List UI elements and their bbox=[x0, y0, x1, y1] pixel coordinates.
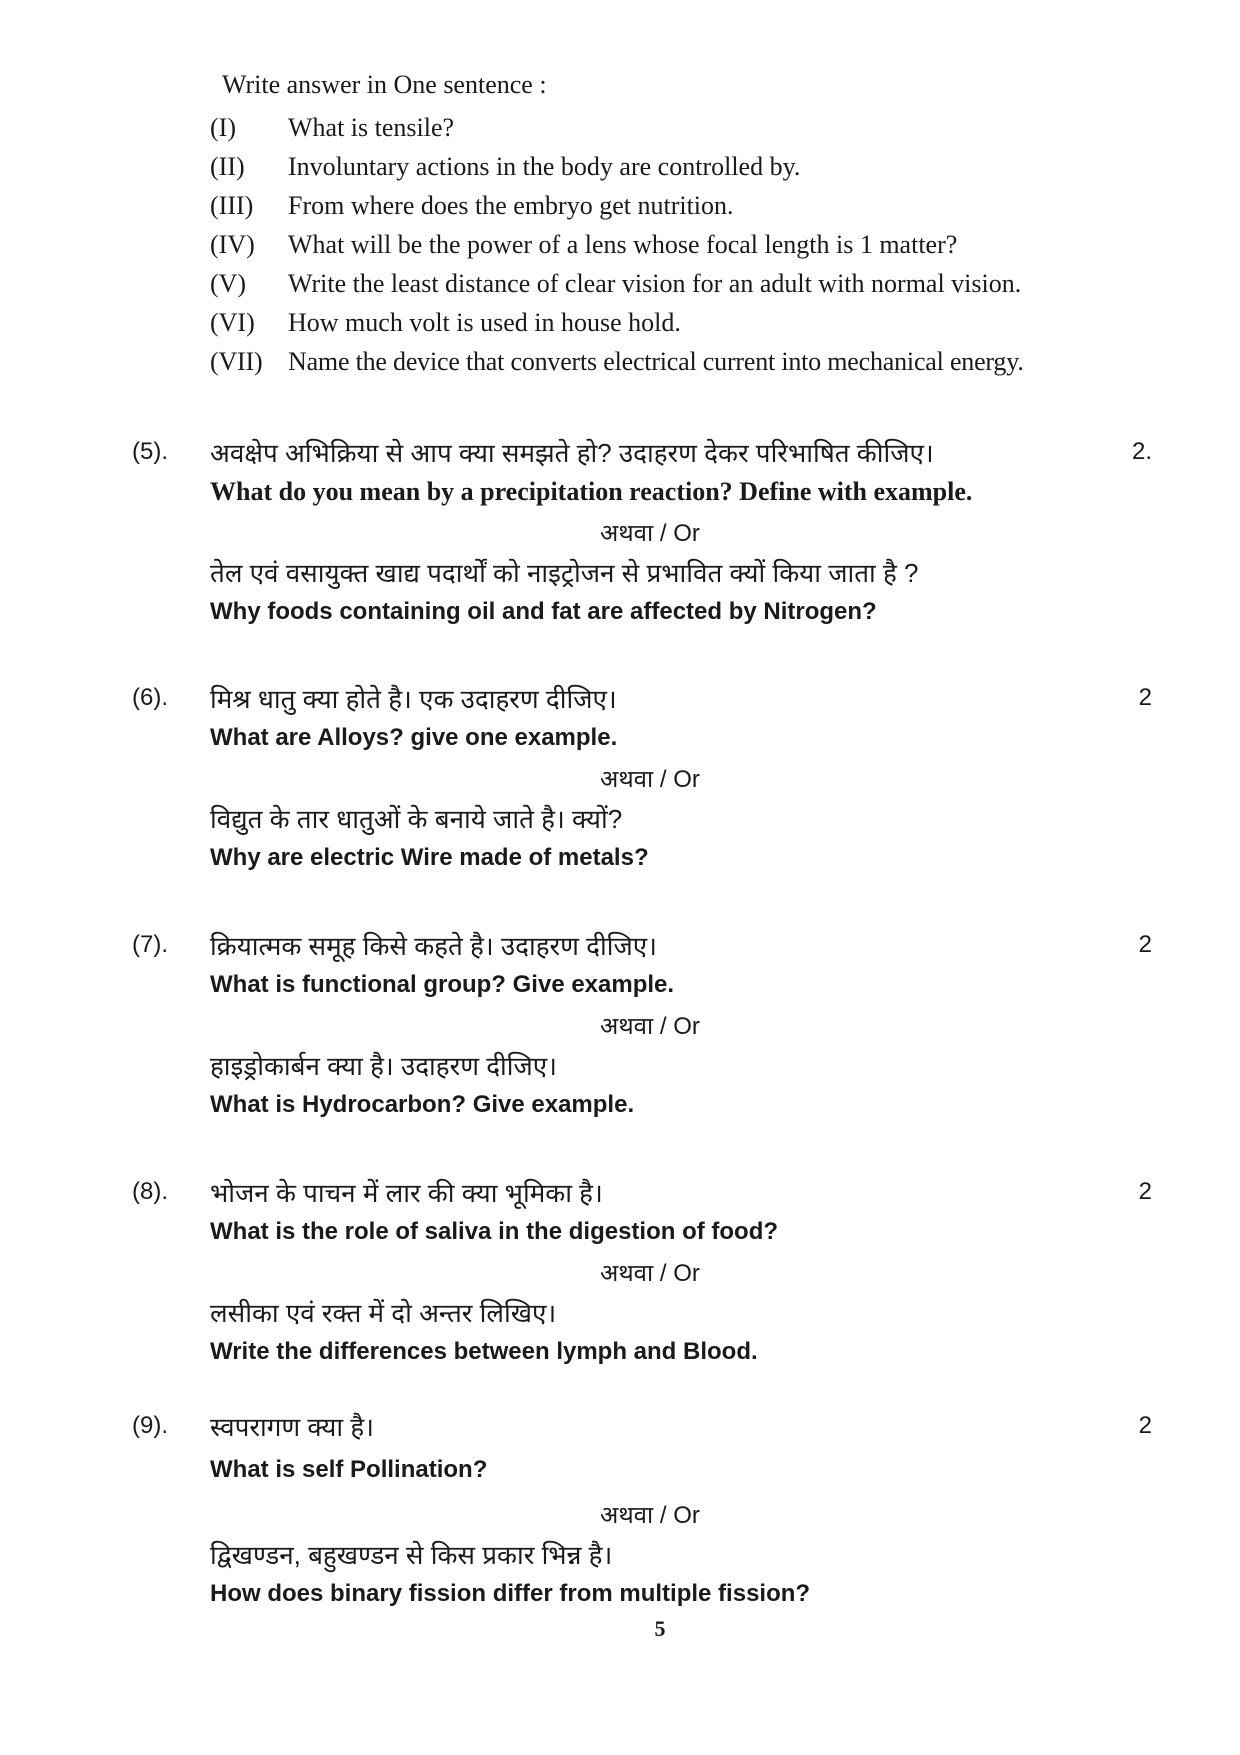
question-number: (7). bbox=[132, 931, 168, 958]
or-separator: अथवा / Or bbox=[600, 765, 700, 793]
alternate-question-english: Why are electric Wire made of metals? bbox=[210, 844, 649, 871]
sub-question bbox=[210, 225, 1210, 264]
section-heading: Write answer in One sentence : bbox=[222, 70, 547, 99]
question-marks: 2 bbox=[1138, 1412, 1152, 1439]
sub-question-number: (IV) bbox=[210, 229, 255, 259]
alternate-question-hindi: लसीका एवं रक्त में दो अन्तर लिखिए। bbox=[210, 1298, 557, 1328]
question-english: What is functional group? Give example. bbox=[210, 971, 675, 998]
sub-question-number: (VI) bbox=[210, 307, 255, 337]
sub-question-text: What will be the power of a lens whose focal length is 1 matter? bbox=[288, 229, 958, 259]
sub-question bbox=[210, 108, 1210, 147]
sub-question bbox=[210, 186, 1210, 225]
question-marks: 2 bbox=[1138, 684, 1152, 711]
sub-question-number: (V) bbox=[210, 268, 247, 298]
question-english: What is self Pollination? bbox=[210, 1456, 488, 1483]
alternate-question-english: How does binary fission differ from multiple fission? bbox=[210, 1580, 811, 1607]
question-number: (6). bbox=[132, 684, 168, 711]
question-number: (8). bbox=[132, 1178, 168, 1205]
or-separator: अथवा / Or bbox=[600, 1012, 700, 1040]
sub-question-list bbox=[210, 108, 1210, 381]
question-9 bbox=[132, 1406, 1152, 1614]
sub-question-text: How much volt is used in house hold. bbox=[288, 307, 681, 337]
question-6 bbox=[132, 678, 1152, 878]
question-hindi: भोजन के पाचन में लार की क्या भूमिका है। bbox=[210, 1178, 603, 1208]
or-separator: अथवा / Or bbox=[600, 519, 700, 547]
question-number: (5). bbox=[132, 438, 168, 465]
question-hindi: अवक्षेप अभिक्रिया से आप क्या समझते हो? उदाहरण देकर परिभाषित कीजिए। bbox=[210, 438, 934, 468]
question-hindi: क्रियात्मक समूह किसे कहते है। उदाहरण दीजिए। bbox=[210, 931, 657, 961]
sub-question bbox=[210, 264, 1210, 303]
sub-question bbox=[210, 147, 1210, 186]
alternate-question-english: Write the differences between lymph and Blood. bbox=[210, 1338, 758, 1365]
alternate-question-hindi: तेल एवं वसायुक्त खाद्य पदार्थों को नाइट्रोजन से प्रभावित क्यों किया जाता है ? bbox=[210, 558, 919, 588]
alternate-question-hindi: हाइड्रोकार्बन क्या है। उदाहरण दीजिए। bbox=[210, 1051, 558, 1081]
sub-question bbox=[210, 303, 1210, 342]
question-marks: 2. bbox=[1131, 438, 1152, 465]
or-separator: अथवा / Or bbox=[600, 1501, 700, 1529]
sub-question-number: (VII) bbox=[210, 346, 263, 376]
sub-question-text: Involuntary actions in the body are controlled by. bbox=[288, 151, 801, 181]
sub-question-number: (II) bbox=[210, 151, 245, 181]
or-separator: अथवा / Or bbox=[600, 1259, 700, 1287]
sub-question-text: Write the least distance of clear vision for an adult with normal vision. bbox=[288, 268, 1022, 298]
question-marks: 2 bbox=[1138, 931, 1152, 958]
question-english: What are Alloys? give one example. bbox=[210, 724, 618, 751]
sub-question-text: From where does the embryo get nutrition. bbox=[288, 190, 734, 220]
question-hindi: स्वपरागण क्या है। bbox=[210, 1412, 374, 1442]
question-8 bbox=[132, 1172, 1152, 1372]
question-english: What do you mean by a precipitation reaction? Define with example. bbox=[210, 477, 973, 506]
sub-question-number: (III) bbox=[210, 190, 254, 220]
alternate-question-hindi: विद्युत के तार धातुओं के बनाये जाते है। क्यों? bbox=[210, 804, 623, 834]
question-7 bbox=[132, 925, 1152, 1125]
sub-question-number: (I) bbox=[210, 112, 236, 142]
alternate-question-hindi: द्विखण्डन, बहुखण्डन से किस प्रकार भिन्न है। bbox=[210, 1540, 613, 1570]
question-marks: 2 bbox=[1138, 1178, 1152, 1205]
sub-question bbox=[210, 342, 1210, 381]
question-hindi: मिश्र धातु क्या होते है। एक उदाहरण दीजिए। bbox=[210, 684, 617, 714]
alternate-question-english: What is Hydrocarbon? Give example. bbox=[210, 1091, 635, 1118]
sub-question-text: What is tensile? bbox=[288, 112, 455, 142]
page-number: 5 bbox=[654, 1616, 666, 1641]
question-number: (9). bbox=[132, 1412, 168, 1439]
question-english: What is the role of saliva in the digestion of food? bbox=[210, 1218, 779, 1245]
alternate-question-english: Why foods containing oil and fat are affected by Nitrogen? bbox=[210, 598, 877, 625]
sub-question-text: Name the device that converts electrical current into mechanical energy. bbox=[288, 346, 1024, 376]
question-5 bbox=[132, 432, 1152, 632]
